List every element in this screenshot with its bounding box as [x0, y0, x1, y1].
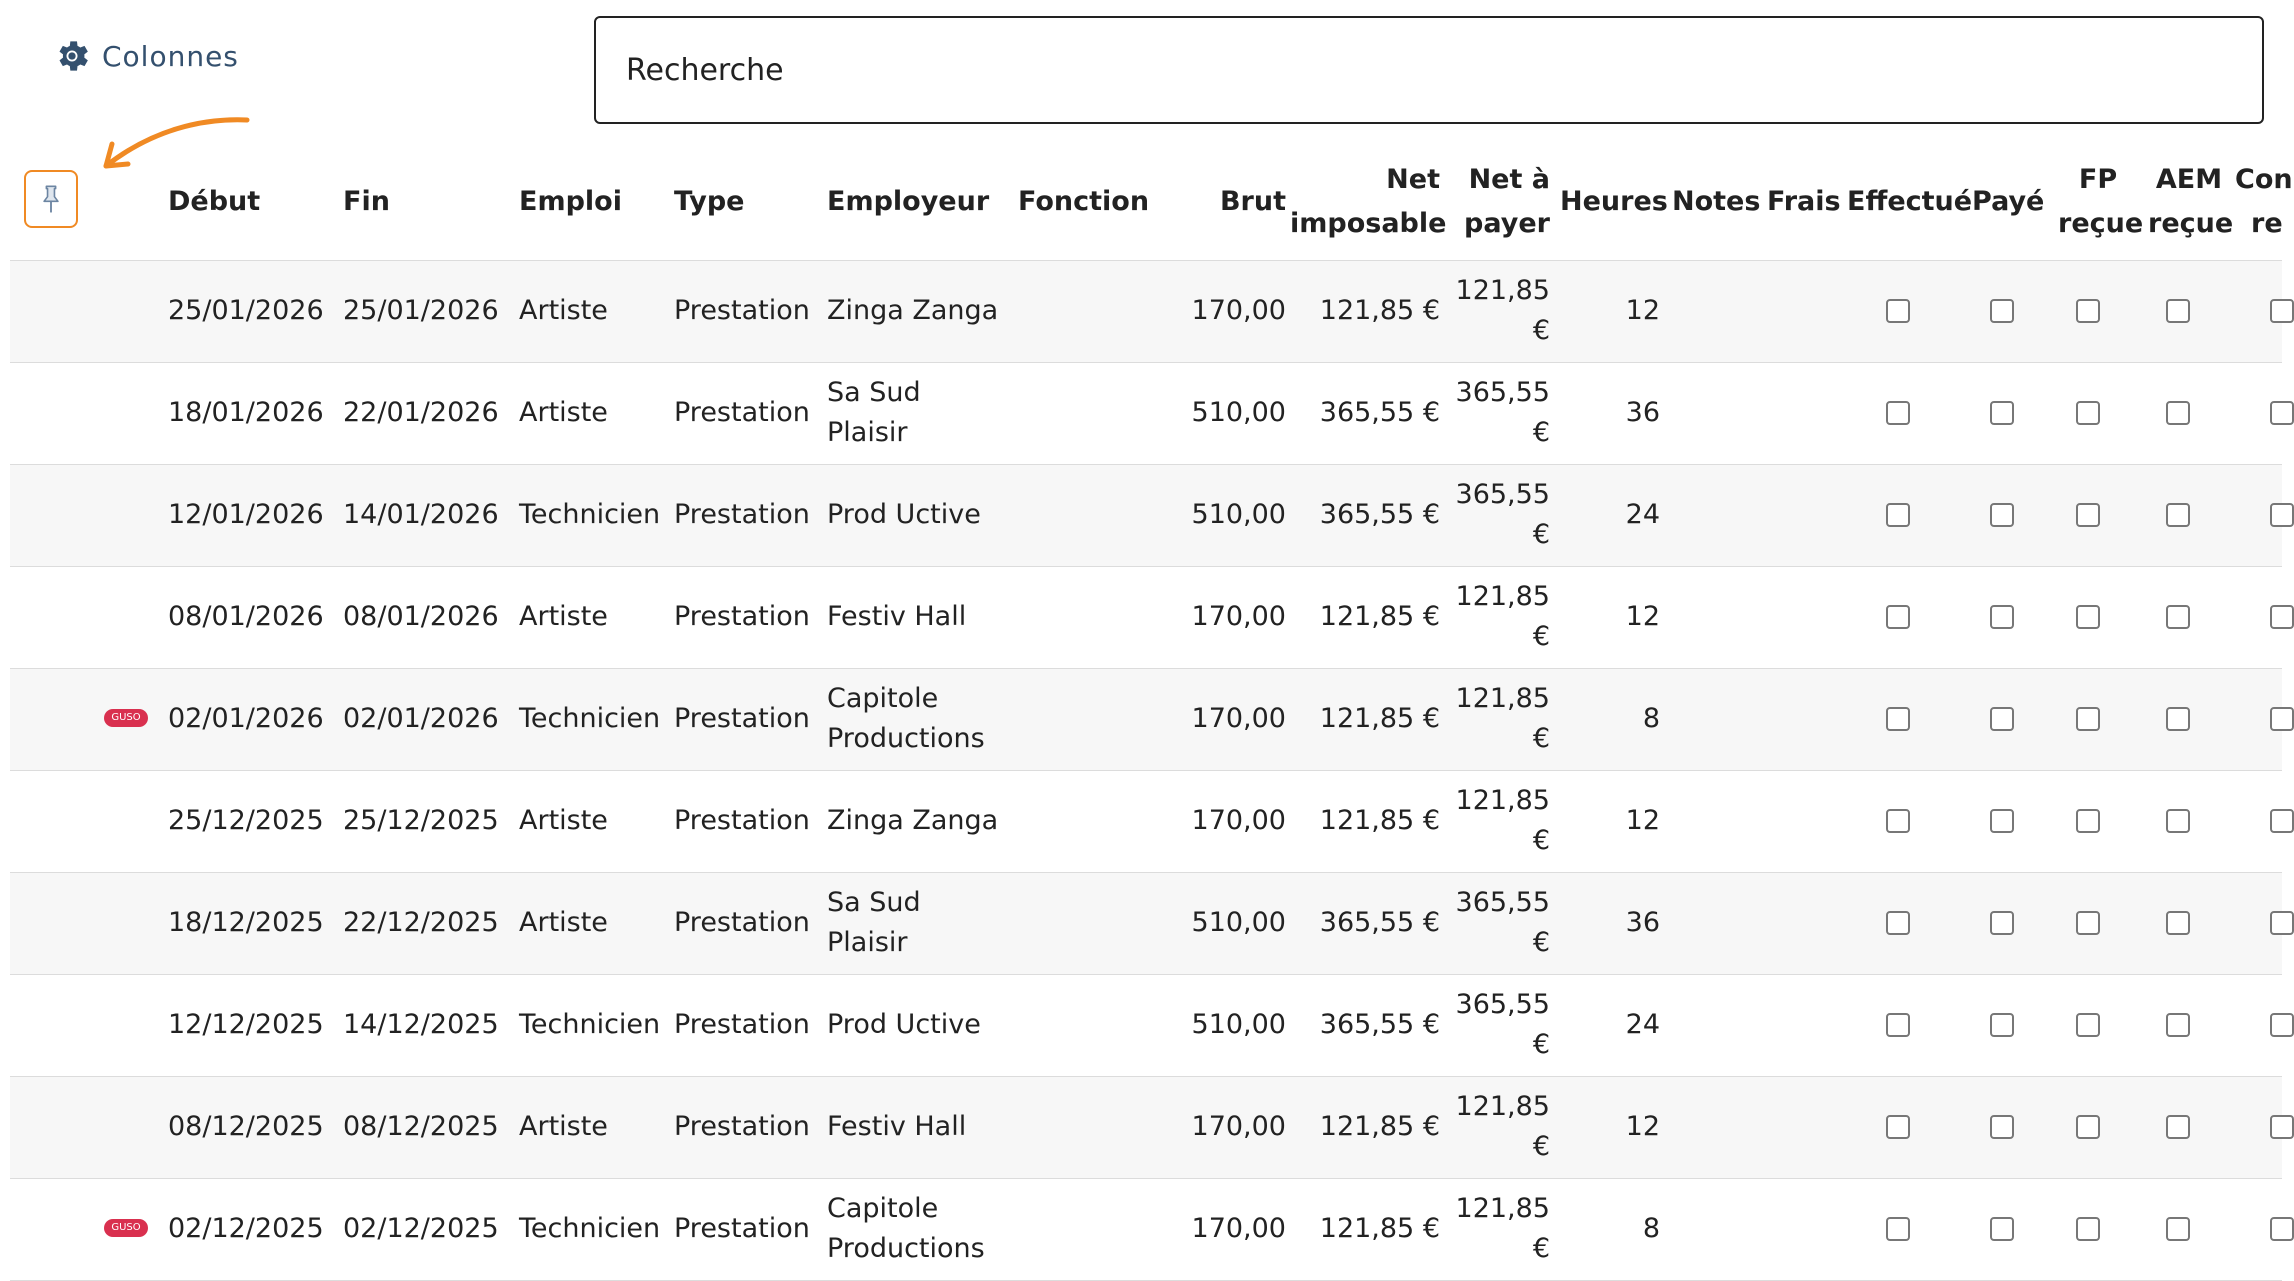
cell-heures: 24	[1625, 1009, 1660, 1040]
checkbox-paye[interactable]	[1990, 503, 2014, 527]
checkbox-aem-recue[interactable]	[2166, 707, 2190, 731]
checkbox-con-recu[interactable]	[2270, 605, 2294, 629]
cell-net-imposable: 121,85 €	[1319, 1111, 1440, 1142]
checkbox-fp-recue[interactable]	[2076, 503, 2100, 527]
cell-debut: 02/12/2025	[168, 1213, 324, 1244]
checkbox-fp-recue[interactable]	[2076, 1115, 2100, 1139]
search-input[interactable]	[594, 16, 2264, 124]
cell-type: Prestation	[674, 1111, 810, 1142]
checkbox-con-recu[interactable]	[2270, 707, 2294, 731]
table-row[interactable]	[10, 261, 2282, 363]
checkbox-fp-recue[interactable]	[2076, 401, 2100, 425]
cell-brut: 170,00	[1191, 295, 1286, 326]
cell-debut: 12/01/2026	[168, 499, 324, 530]
cell-net-payer-line1: 365,55	[1455, 377, 1550, 408]
cell-fin: 14/12/2025	[343, 1009, 499, 1040]
cell-brut: 170,00	[1191, 805, 1286, 836]
checkbox-paye[interactable]	[1990, 1013, 2014, 1037]
header-debut[interactable]: Début	[168, 186, 261, 217]
cell-employeur-line2: Productions	[827, 1233, 985, 1264]
cell-heures: 12	[1625, 601, 1660, 632]
header-con-line1: Con	[2235, 164, 2293, 195]
cell-net-imposable: 121,85 €	[1319, 805, 1440, 836]
checkbox-effectue[interactable]	[1886, 503, 1910, 527]
cell-emploi: Technicien	[519, 703, 661, 734]
header-fp-line1: FP	[2078, 164, 2118, 195]
checkbox-con-recu[interactable]	[2270, 1115, 2294, 1139]
cell-net-payer	[1440, 985, 1550, 1065]
checkbox-effectue[interactable]	[1886, 911, 1910, 935]
cell-brut: 170,00	[1191, 703, 1286, 734]
cell-employeur-line2: Productions	[827, 723, 985, 754]
cell-net-payer-line1: 121,85	[1455, 1193, 1550, 1224]
cell-net-payer-line1: 365,55	[1455, 887, 1550, 918]
checkbox-fp-recue[interactable]	[2076, 605, 2100, 629]
cell-heures: 12	[1625, 805, 1660, 836]
table-row[interactable]	[10, 363, 2282, 465]
cell-fin: 08/12/2025	[343, 1111, 499, 1142]
cell-net-payer-line1: 365,55	[1455, 479, 1550, 510]
cell-employeur	[827, 291, 998, 331]
table-row[interactable]	[10, 975, 2282, 1077]
checkbox-effectue[interactable]	[1886, 605, 1910, 629]
cell-net-payer	[1440, 1087, 1550, 1167]
cell-employeur-line1: Festiv Hall	[827, 1111, 967, 1142]
checkbox-con-recu[interactable]	[2270, 1217, 2294, 1241]
cell-net-imposable: 365,55 €	[1319, 397, 1440, 428]
cell-type: Prestation	[674, 805, 810, 836]
checkbox-fp-recue[interactable]	[2076, 1013, 2100, 1037]
contracts-table	[10, 150, 2293, 1281]
checkbox-fp-recue[interactable]	[2076, 299, 2100, 323]
cell-employeur	[827, 1189, 985, 1269]
columns-label: Colonnes	[102, 39, 239, 73]
cell-heures: 12	[1625, 1111, 1660, 1142]
checkbox-paye[interactable]	[1990, 1217, 2014, 1241]
cell-type: Prestation	[674, 397, 810, 428]
cell-emploi: Technicien	[519, 499, 661, 530]
cell-fin: 14/01/2026	[343, 499, 499, 530]
cell-employeur-line1: Festiv Hall	[827, 601, 967, 632]
checkbox-aem-recue[interactable]	[2166, 299, 2190, 323]
header-net-payer-line2: payer	[1464, 208, 1550, 239]
table-header	[10, 150, 2293, 261]
checkbox-fp-recue[interactable]	[2076, 1217, 2100, 1241]
header-fp-recue[interactable]	[2058, 158, 2144, 246]
header-aem-line2: reçue	[2148, 208, 2234, 239]
checkbox-paye[interactable]	[1990, 605, 2014, 629]
cell-employeur-line2: Plaisir	[827, 927, 908, 958]
checkbox-effectue[interactable]	[1886, 401, 1910, 425]
cell-fin: 08/01/2026	[343, 601, 499, 632]
cell-net-payer-line2: €	[1532, 723, 1550, 754]
header-frais[interactable]: Frais	[1767, 186, 1841, 217]
checkbox-paye[interactable]	[1990, 707, 2014, 731]
cell-emploi: Artiste	[519, 601, 608, 632]
header-net-imposable-line1: Net	[1386, 164, 1440, 195]
cell-employeur	[827, 597, 966, 637]
header-net-imposable-line2: imposable	[1290, 208, 1447, 239]
gear-icon	[52, 36, 92, 76]
cell-type: Prestation	[674, 601, 810, 632]
cell-net-imposable: 121,85 €	[1319, 703, 1440, 734]
cell-debut: 25/01/2026	[168, 295, 324, 326]
cell-heures: 36	[1625, 397, 1660, 428]
checkbox-effectue[interactable]	[1886, 1115, 1910, 1139]
cell-net-payer-line1: 121,85	[1455, 581, 1550, 612]
cell-fin: 25/12/2025	[343, 805, 499, 836]
cell-brut: 510,00	[1191, 499, 1286, 530]
cell-net-payer-line2: €	[1532, 315, 1550, 346]
cell-net-payer-line2: €	[1532, 519, 1550, 550]
cell-net-payer-line1: 121,85	[1455, 1091, 1550, 1122]
table-row[interactable]	[10, 465, 2282, 567]
checkbox-aem-recue[interactable]	[2166, 1217, 2190, 1241]
checkbox-effectue[interactable]	[1886, 707, 1910, 731]
checkbox-aem-recue[interactable]	[2166, 911, 2190, 935]
header-fp-line2: reçue	[2058, 208, 2144, 239]
cell-net-payer-line1: 121,85	[1455, 683, 1550, 714]
table-row[interactable]	[10, 873, 2282, 975]
table-row[interactable]	[10, 1179, 2282, 1281]
cell-type: Prestation	[674, 1009, 810, 1040]
checkbox-paye[interactable]	[1990, 809, 2014, 833]
cell-debut: 12/12/2025	[168, 1009, 324, 1040]
cell-heures: 36	[1625, 907, 1660, 938]
cell-net-imposable: 121,85 €	[1319, 601, 1440, 632]
header-heures[interactable]: Heures	[1560, 186, 1668, 217]
header-notes[interactable]: Notes	[1672, 186, 1761, 217]
cell-employeur	[827, 883, 921, 963]
cell-fin: 02/01/2026	[343, 703, 499, 734]
cell-employeur-line2: Plaisir	[827, 417, 908, 448]
cell-heures: 12	[1625, 295, 1660, 326]
checkbox-effectue[interactable]	[1886, 1217, 1910, 1241]
table-row[interactable]	[10, 1077, 2282, 1179]
cell-fin: 22/12/2025	[343, 907, 499, 938]
cell-net-payer	[1440, 679, 1550, 759]
checkbox-effectue[interactable]	[1886, 299, 1910, 323]
cell-emploi: Technicien	[519, 1009, 661, 1040]
table-row[interactable]	[10, 669, 2282, 771]
cell-employeur	[827, 373, 921, 453]
checkbox-fp-recue[interactable]	[2076, 707, 2100, 731]
guso-badge: GUSO	[104, 709, 148, 727]
table-row[interactable]	[10, 567, 2282, 669]
cell-type: Prestation	[674, 295, 810, 326]
checkbox-con-recu[interactable]	[2270, 1013, 2294, 1037]
cell-type: Prestation	[674, 703, 810, 734]
cell-employeur	[827, 1107, 966, 1147]
cell-net-imposable: 365,55 €	[1319, 499, 1440, 530]
header-employeur[interactable]: Employeur	[827, 186, 990, 217]
header-emploi[interactable]: Emploi	[519, 186, 622, 217]
cell-heures: 24	[1625, 499, 1660, 530]
cell-net-payer-line2: €	[1532, 621, 1550, 652]
cell-employeur-line1: Prod Uctive	[827, 1009, 981, 1040]
cell-net-payer	[1440, 271, 1550, 351]
checkbox-aem-recue[interactable]	[2166, 605, 2190, 629]
cell-debut: 18/12/2025	[168, 907, 324, 938]
cell-heures: 8	[1642, 1213, 1660, 1244]
cell-net-payer-line2: €	[1532, 1029, 1550, 1060]
checkbox-fp-recue[interactable]	[2076, 911, 2100, 935]
cell-net-payer-line2: €	[1532, 1131, 1550, 1162]
checkbox-con-recu[interactable]	[2270, 299, 2294, 323]
cell-emploi: Artiste	[519, 1111, 608, 1142]
header-con-recu[interactable]	[2235, 158, 2293, 246]
cell-employeur	[827, 679, 985, 759]
cell-employeur-line1: Capitole	[827, 1193, 939, 1224]
guso-badge: GUSO	[104, 1219, 148, 1237]
cell-employeur	[827, 1005, 981, 1045]
cell-net-payer-line1: 121,85	[1455, 275, 1550, 306]
cell-emploi: Artiste	[519, 907, 608, 938]
cell-employeur-line1: Zinga Zanga	[827, 805, 999, 836]
header-net-imposable[interactable]	[1290, 158, 1447, 246]
cell-employeur	[827, 801, 998, 841]
cell-emploi: Artiste	[519, 397, 608, 428]
cell-net-payer	[1440, 781, 1550, 861]
cell-net-payer	[1440, 883, 1550, 963]
header-net-payer[interactable]	[1440, 158, 1550, 246]
cell-net-payer-line2: €	[1532, 825, 1550, 856]
checkbox-con-recu[interactable]	[2270, 809, 2294, 833]
checkbox-aem-recue[interactable]	[2166, 401, 2190, 425]
cell-fin: 02/12/2025	[343, 1213, 499, 1244]
cell-type: Prestation	[674, 1213, 810, 1244]
cell-emploi: Artiste	[519, 295, 608, 326]
checkbox-fp-recue[interactable]	[2076, 809, 2100, 833]
header-effectue[interactable]: Effectué	[1847, 186, 1973, 217]
cell-net-payer-line2: €	[1532, 927, 1550, 958]
cell-emploi: Technicien	[519, 1213, 661, 1244]
cell-type: Prestation	[674, 499, 810, 530]
cell-net-payer-line1: 121,85	[1455, 785, 1550, 816]
header-paye[interactable]: Payé	[1972, 186, 2045, 217]
cell-type: Prestation	[674, 907, 810, 938]
cell-employeur	[827, 495, 981, 535]
checkbox-aem-recue[interactable]	[2166, 1013, 2190, 1037]
table-row[interactable]	[10, 771, 2282, 873]
cell-brut: 510,00	[1191, 397, 1286, 428]
cell-fin: 25/01/2026	[343, 295, 499, 326]
cell-net-payer-line2: €	[1532, 1233, 1550, 1264]
checkbox-paye[interactable]	[1990, 1115, 2014, 1139]
checkbox-effectue[interactable]	[1886, 1013, 1910, 1037]
header-aem-line1: AEM	[2155, 164, 2223, 195]
cell-net-payer	[1440, 373, 1550, 453]
cell-brut: 170,00	[1191, 601, 1286, 632]
header-fonction[interactable]: Fonction	[1018, 186, 1150, 217]
header-brut[interactable]: Brut	[1219, 186, 1286, 217]
cell-net-imposable: 365,55 €	[1319, 907, 1440, 938]
checkbox-effectue[interactable]	[1886, 809, 1910, 833]
cell-brut: 170,00	[1191, 1213, 1286, 1244]
cell-debut: 18/01/2026	[168, 397, 324, 428]
header-type[interactable]: Type	[674, 186, 745, 217]
header-fin[interactable]: Fin	[343, 186, 390, 217]
checkbox-aem-recue[interactable]	[2166, 503, 2190, 527]
cell-employeur-line1: Zinga Zanga	[827, 295, 999, 326]
cell-net-imposable: 121,85 €	[1319, 295, 1440, 326]
cell-heures: 8	[1642, 703, 1660, 734]
cell-brut: 510,00	[1191, 907, 1286, 938]
cell-emploi: Artiste	[519, 805, 608, 836]
table-body	[10, 261, 2282, 1281]
cell-net-payer	[1440, 577, 1550, 657]
header-aem-recue[interactable]	[2148, 158, 2234, 246]
cell-net-payer-line1: 365,55	[1455, 989, 1550, 1020]
cell-debut: 08/01/2026	[168, 601, 324, 632]
checkbox-paye[interactable]	[1990, 299, 2014, 323]
cell-debut: 02/01/2026	[168, 703, 324, 734]
checkbox-con-recu[interactable]	[2270, 503, 2294, 527]
cell-fin: 22/01/2026	[343, 397, 499, 428]
cell-net-imposable: 365,55 €	[1319, 1009, 1440, 1040]
cell-employeur-line1: Capitole	[827, 683, 939, 714]
cell-net-payer	[1440, 1189, 1550, 1269]
cell-employeur-line1: Prod Uctive	[827, 499, 981, 530]
checkbox-paye[interactable]	[1990, 911, 2014, 935]
checkbox-con-recu[interactable]	[2270, 401, 2294, 425]
cell-brut: 170,00	[1191, 1111, 1286, 1142]
checkbox-paye[interactable]	[1990, 401, 2014, 425]
cell-net-imposable: 121,85 €	[1319, 1213, 1440, 1244]
cell-debut: 08/12/2025	[168, 1111, 324, 1142]
cell-debut: 25/12/2025	[168, 805, 324, 836]
checkbox-aem-recue[interactable]	[2166, 809, 2190, 833]
header-con-line2: re	[2251, 208, 2283, 239]
checkbox-aem-recue[interactable]	[2166, 1115, 2190, 1139]
cell-net-payer-line2: €	[1532, 417, 1550, 448]
cell-net-payer	[1440, 475, 1550, 555]
header-net-payer-line1: Net à	[1468, 164, 1550, 195]
checkbox-con-recu[interactable]	[2270, 911, 2294, 935]
columns-button[interactable]	[52, 36, 239, 76]
cell-employeur-line1: Sa Sud	[827, 377, 921, 408]
cell-brut: 510,00	[1191, 1009, 1286, 1040]
cell-employeur-line1: Sa Sud	[827, 887, 921, 918]
